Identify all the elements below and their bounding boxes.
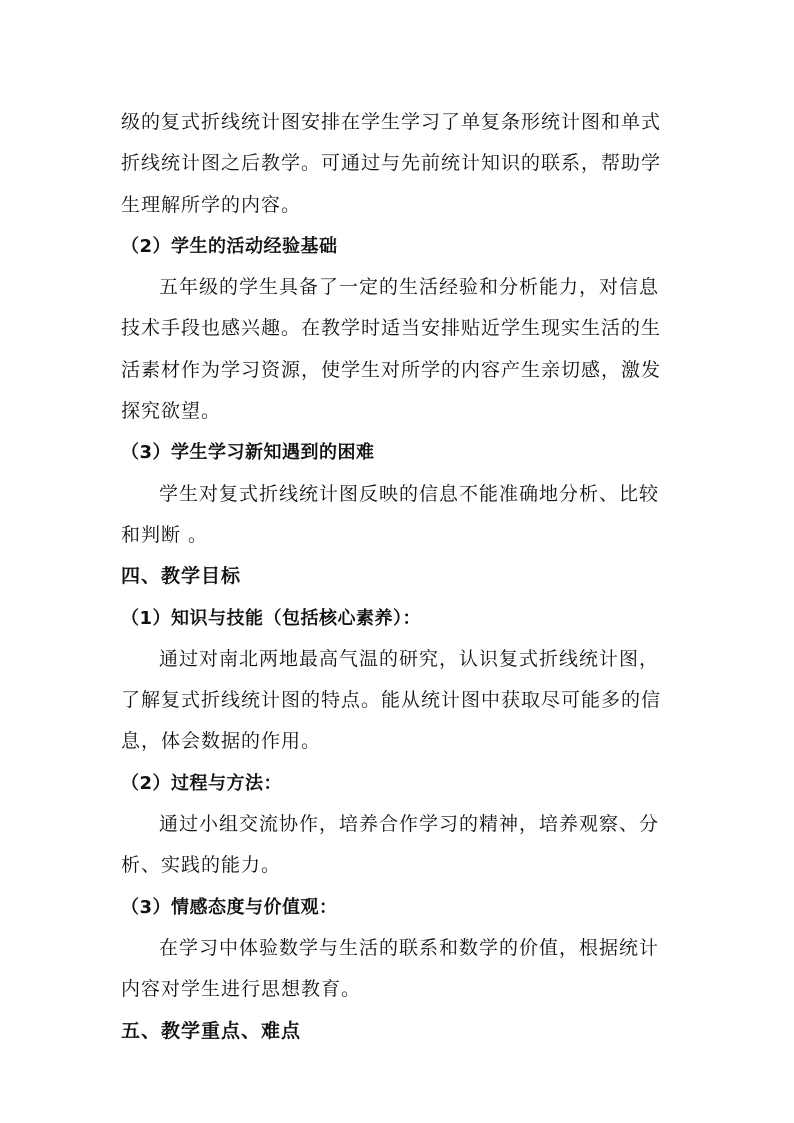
subheading-difficulties: （3）学生学习新知遇到的困难	[121, 442, 375, 464]
paragraph-difficulties: 学生对复式折线统计图反映的信息不能准确地分析、比较和判断 。	[121, 482, 660, 546]
paragraph-activity-experience: 五年级的学生具备了一定的生活经验和分析能力，对信息技术手段也感兴趣。在教学时适当安排贴近学生现实生活的生活素材作为学习资源，使学生对所学的内容产生亲切感，激发探究欲望。	[121, 276, 662, 423]
subheading-process-method: （2）过程与方法：	[121, 772, 283, 794]
document-body	[121, 102, 676, 1052]
section-heading-key-points: 五、教学重点、难点	[121, 1019, 302, 1042]
paragraph-knowledge-skills: 通过对南北两地最高气温的研究，认识复式折线统计图，了解复式折线统计图的特点。能从统计图中获取尽可能多的信息，体会数据的作用。	[121, 647, 662, 753]
paragraph-emotion-values: 在学习中体验数学与生活的联系和数学的价值，根据统计内容对学生进行思想教育。	[121, 936, 660, 1001]
paragraph-process-method: 通过小组交流协作，培养合作学习的精神，培养观察、分析、实践的能力。	[121, 813, 660, 877]
subheading-emotion-values: （3）情感态度与价值观：	[121, 896, 338, 918]
subheading-knowledge-skills: （1）知识与技能（包括核心素养）：	[121, 607, 422, 629]
section-heading-teaching-goals: 四、教学目标	[121, 565, 242, 588]
paragraph-continuation: 级的复式折线统计图安排在学生学习了单复条形统计图和单式折线统计图之后教学。可通过与先前统计知识的联系，帮助学生理解所学的内容。	[121, 111, 662, 216]
subheading-activity-experience: （2）学生的活动经验基础	[121, 235, 338, 257]
